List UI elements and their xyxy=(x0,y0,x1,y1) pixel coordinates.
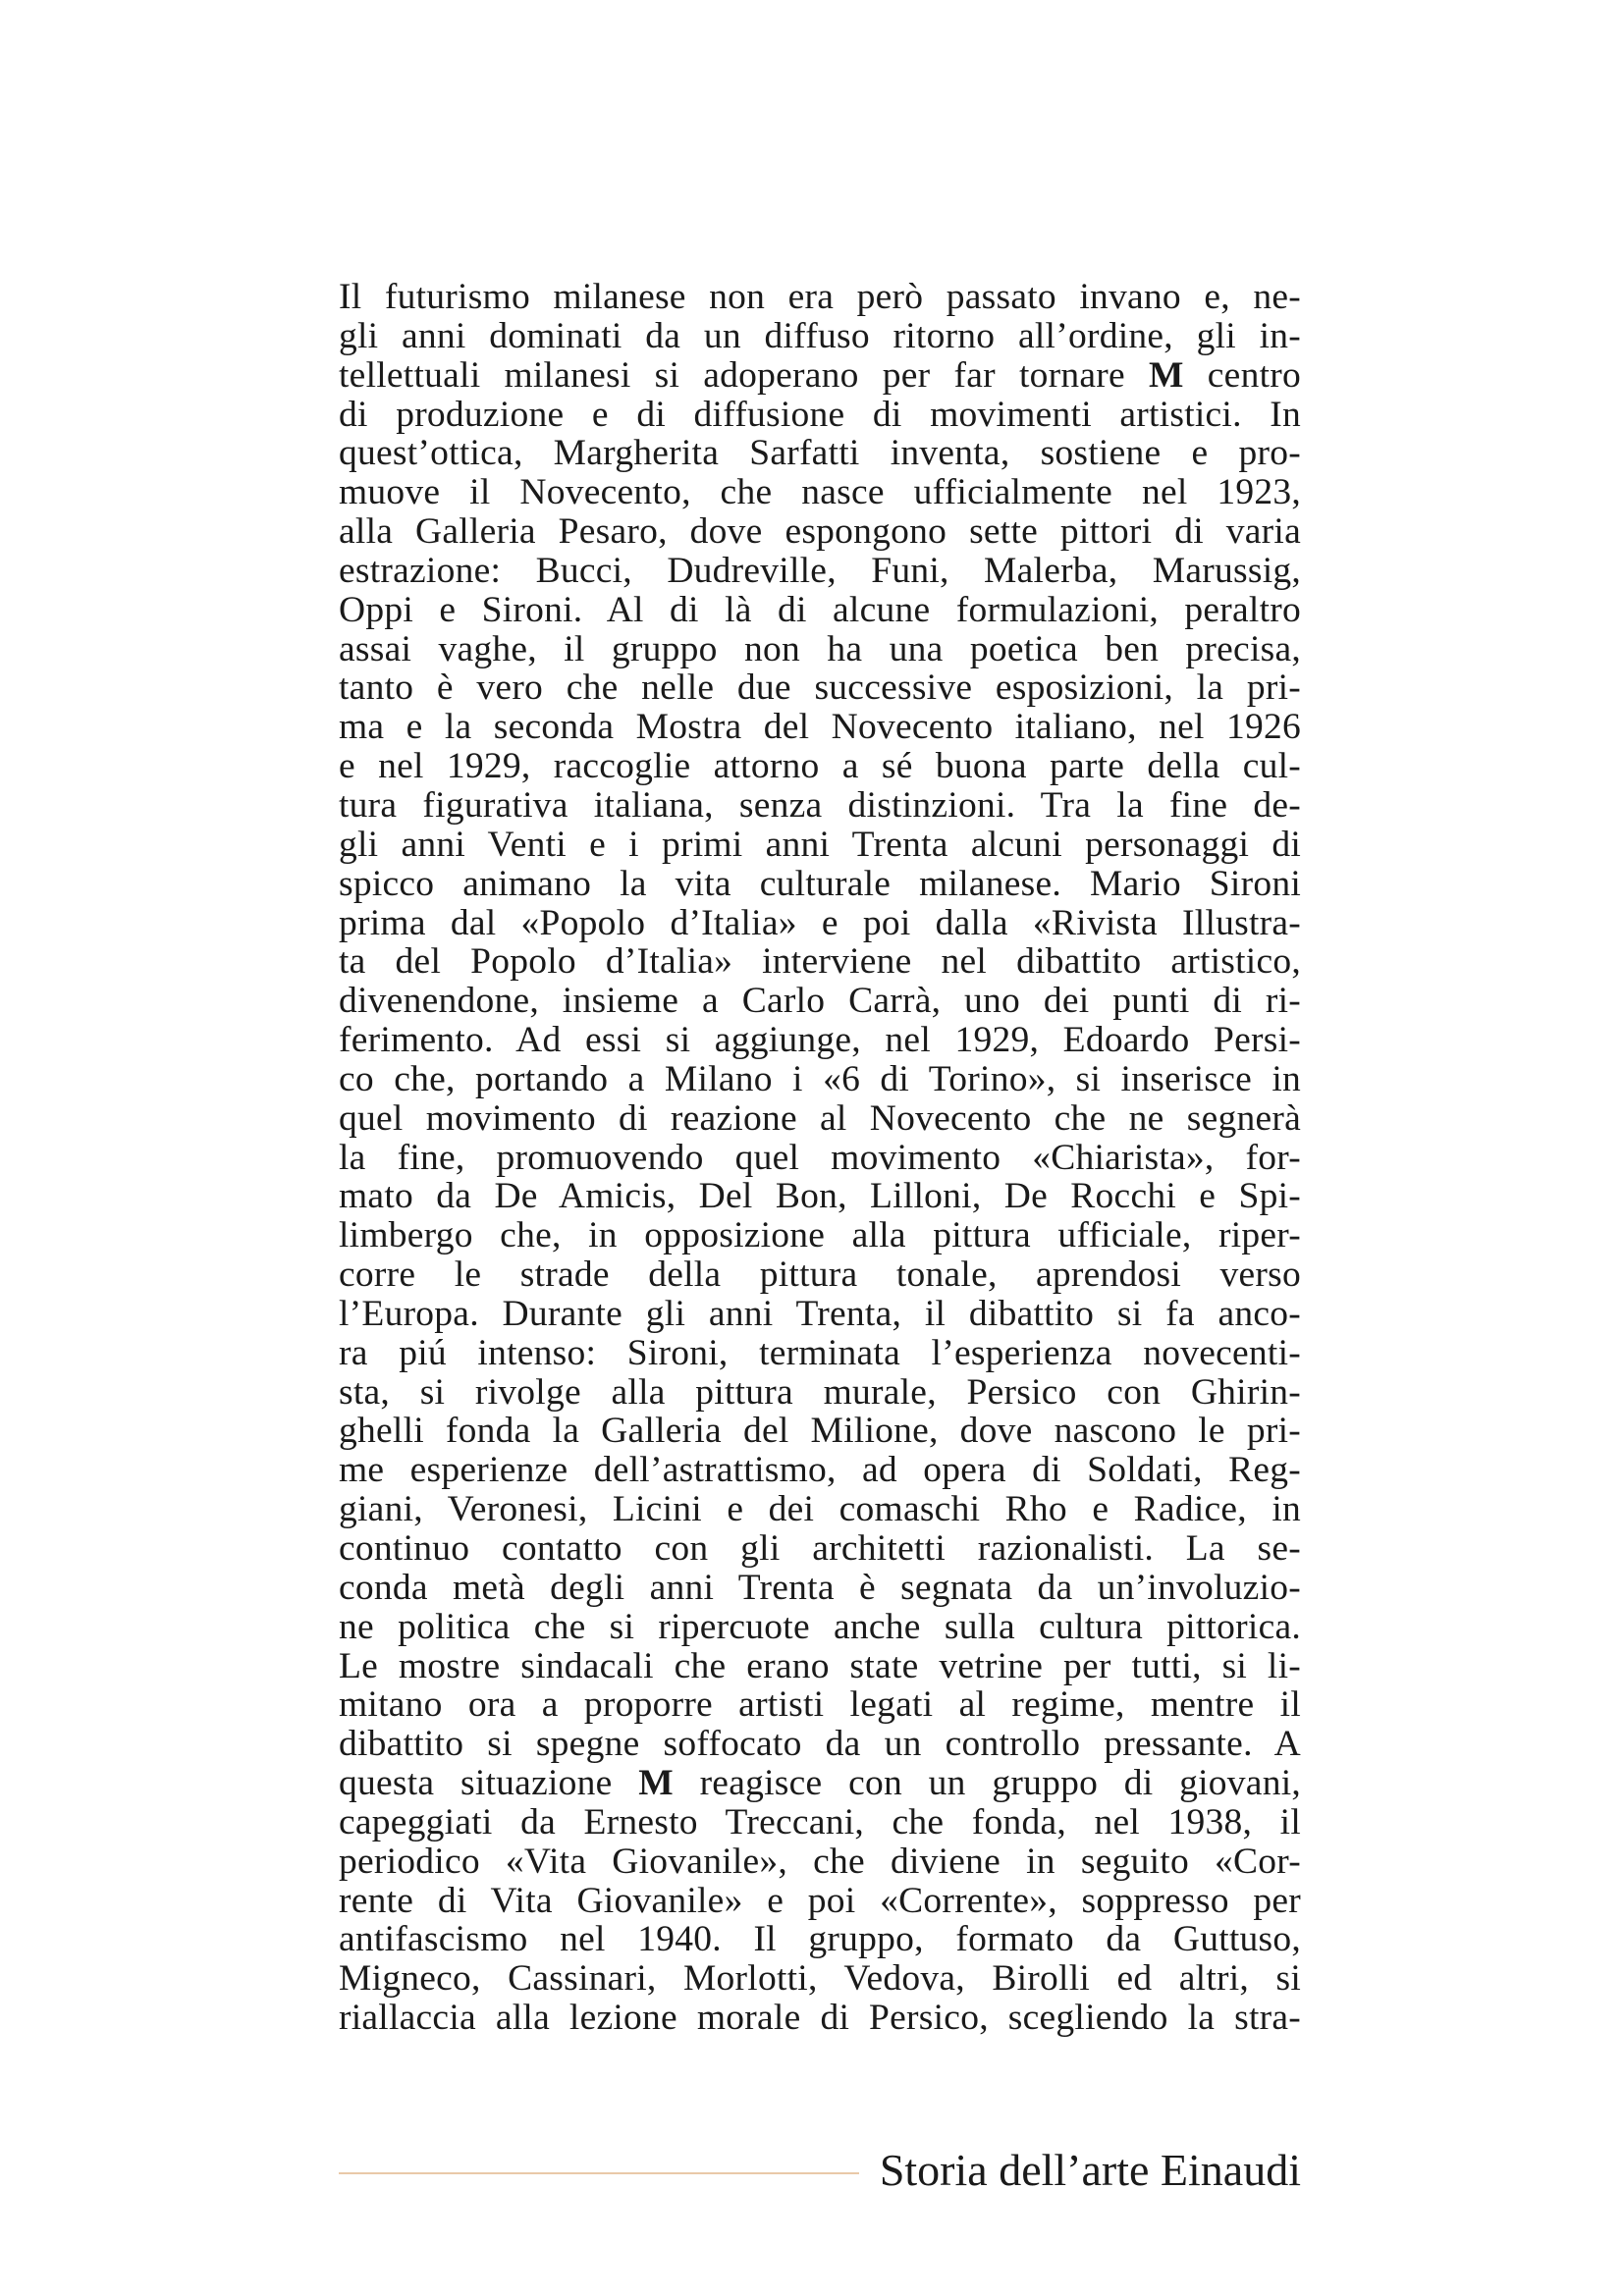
body-text xyxy=(339,278,1301,2038)
text-line: Migneco, Cassinari, Morlotti, Vedova, Birolli ed altri, si xyxy=(339,1958,1301,2000)
text-line: tellettuali milanesi si adoperano per far tornare M centro xyxy=(339,354,1301,396)
text-line: spicco animano la vita culturale milanese. Mario Sironi xyxy=(339,863,1301,904)
text-line: e nel 1929, raccoglie attorno a sé buona parte della cul- xyxy=(339,746,1301,787)
text-line: periodico «Vita Giovanile», che diviene in seguito «Cor- xyxy=(339,1841,1301,1882)
text-line: alla Galleria Pesaro, dove espongono sette pittori di varia xyxy=(339,511,1301,553)
text-line: ghelli fonda la Galleria del Milione, dove nascono le pri- xyxy=(339,1411,1301,1452)
text-line: l’Europa. Durante gli anni Trenta, il dibattito si fa anco- xyxy=(339,1293,1301,1334)
text-line: muove il Novecento, che nasce ufficialmente nel 1923, xyxy=(339,472,1301,513)
text-line: dibattito si spegne soffocato da un controllo pressante. A xyxy=(339,1724,1301,1765)
text-line: prima dal «Popolo d’Italia» e poi dalla «Rivista Illustra- xyxy=(339,902,1301,943)
text-line: mitano ora a proporre artisti legati al regime, mentre il xyxy=(339,1684,1301,1726)
text-line: rente di Vita Giovanile» e poi «Corrente», soppresso per xyxy=(339,1880,1301,1921)
bold-marker: M xyxy=(1149,354,1184,396)
text-line: ferimento. Ad essi si aggiunge, nel 1929, Edoardo Persi- xyxy=(339,1020,1301,1061)
text-line: gli anni dominati da un diffuso ritorno all’ordine, gli in- xyxy=(339,315,1301,356)
text-line: quest’ottica, Margherita Sarfatti inventa, sostiene e pro- xyxy=(339,433,1301,474)
text-line: corre le strade della pittura tonale, aprendosi verso xyxy=(339,1255,1301,1296)
text-line: limbergo che, in opposizione alla pittura ufficiale, riper- xyxy=(339,1215,1301,1256)
text-line: estrazione: Bucci, Dudreville, Funi, Malerba, Marussig, xyxy=(339,550,1301,591)
footer-title: Storia dell’arte Einaudi xyxy=(879,2145,1301,2195)
text-line: gli anni Venti e i primi anni Trenta alcuni personaggi di xyxy=(339,824,1301,865)
text-line: Le mostre sindacali che erano state vetrine per tutti, si li- xyxy=(339,1645,1301,1686)
text-line: ra piú intenso: Sironi, terminata l’esperienza novecenti- xyxy=(339,1332,1301,1373)
text-line: ma e la seconda Mostra del Novecento italiano, nel 1926 xyxy=(339,707,1301,748)
text-line: divenendone, insieme a Carlo Carrà, uno dei punti di ri- xyxy=(339,981,1301,1022)
text-line: quel movimento di reazione al Novecento che ne segnerà xyxy=(339,1097,1301,1139)
text-line: riallaccia alla lezione morale di Persico, scegliendo la stra- xyxy=(339,1998,1301,2039)
text-line: capeggiati da Ernesto Treccani, che fonda, nel 1938, il xyxy=(339,1801,1301,1842)
text-line: tura figurativa italiana, senza distinzioni. Tra la fine de- xyxy=(339,784,1301,826)
footer-divider xyxy=(339,2172,859,2174)
text-line: continuo contatto con gli architetti razionalisti. La se- xyxy=(339,1528,1301,1569)
text-line: ta del Popolo d’Italia» interviene nel dibattito artistico, xyxy=(339,941,1301,983)
text-line: di produzione e di diffusione di movimenti artistici. In xyxy=(339,394,1301,435)
text-line: antifascismo nel 1940. Il gruppo, formato da Guttuso, xyxy=(339,1919,1301,1960)
text-line: questa situazione M reagisce con un gruppo di giovani, xyxy=(339,1763,1301,1804)
bold-marker: M xyxy=(638,1763,674,1804)
text-line: Il futurismo milanese non era però passato invano e, ne- xyxy=(339,277,1301,317)
text-line: ne politica che si ripercuote anche sulla cultura pittorica. xyxy=(339,1606,1301,1647)
text-line: me esperienze dell’astrattismo, ad opera di Soldati, Reg- xyxy=(339,1450,1301,1491)
text-line: co che, portando a Milano i «6 di Torino», si inserisce in xyxy=(339,1058,1301,1099)
text-line: tanto è vero che nelle due successive esposizioni, la pri- xyxy=(339,667,1301,709)
text-line: Oppi e Sironi. Al di là di alcune formulazioni, peraltro xyxy=(339,589,1301,630)
text-line: giani, Veronesi, Licini e dei comaschi Rho e Radice, in xyxy=(339,1489,1301,1530)
text-line: sta, si rivolge alla pittura murale, Persico con Ghirin- xyxy=(339,1371,1301,1413)
text-line: assai vaghe, il gruppo non ha una poetica ben precisa, xyxy=(339,628,1301,669)
text-line: la fine, promuovendo quel movimento «Chiarista», for- xyxy=(339,1137,1301,1178)
text-line: conda metà degli anni Trenta è segnata da un’involuzio- xyxy=(339,1567,1301,1608)
text-line: mato da De Amicis, Del Bon, Lilloni, De Rocchi e Spi- xyxy=(339,1176,1301,1217)
